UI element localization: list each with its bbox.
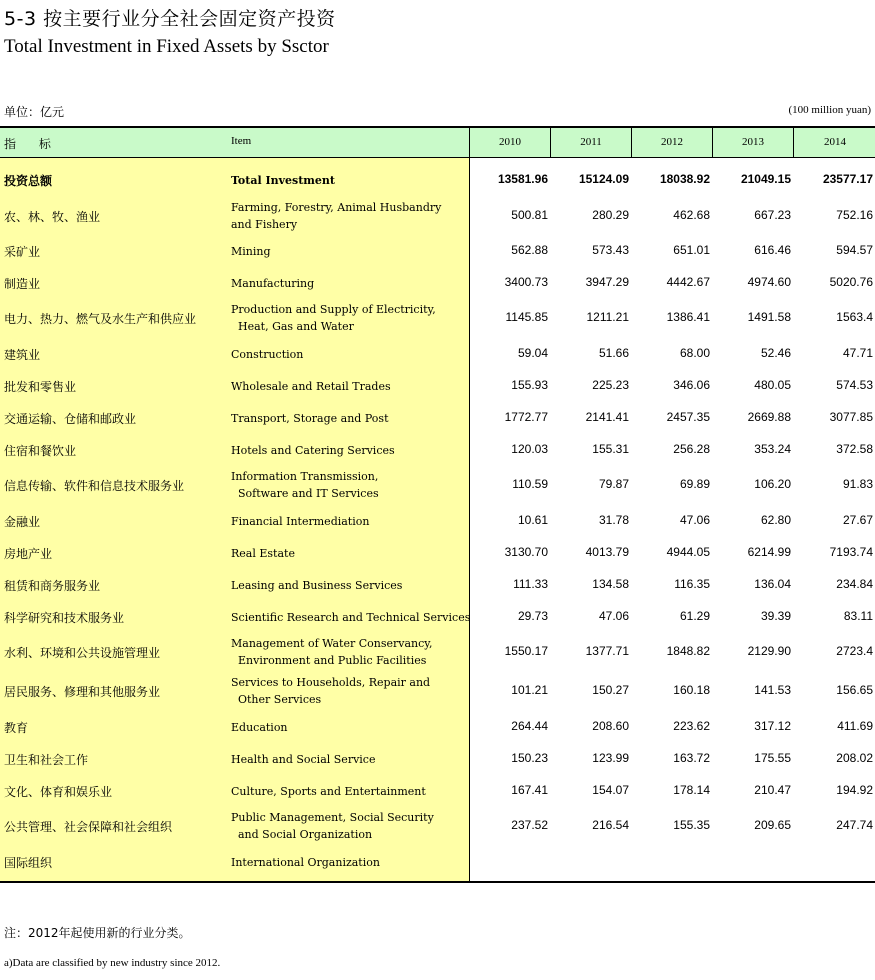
cell-2010: 1550.17 xyxy=(504,644,548,658)
cell-2011: 154.07 xyxy=(592,783,629,797)
cell-2011: 31.78 xyxy=(598,513,629,527)
row-label-en: Management of Water Conservancy, Environment and Public Facilities xyxy=(231,637,433,667)
cell-2014: 752.16 xyxy=(836,208,873,222)
row-label-en: Construction xyxy=(231,347,304,361)
row-label-en: Hotels and Catering Services xyxy=(231,443,395,457)
row-label-en: Farming, Forestry, Animal Husbandry and Fishery xyxy=(231,201,442,231)
cell-2010: 110.59 xyxy=(512,477,548,491)
cell-2010: 1772.77 xyxy=(504,410,548,424)
cell-2011: 15124.09 xyxy=(578,172,629,186)
row-label-cn: 住宿和餐饮业 xyxy=(4,444,77,458)
row-label-en: Total Investment xyxy=(231,173,336,187)
row-label-en: Real Estate xyxy=(231,546,295,560)
cell-2014: 2723.4 xyxy=(836,644,873,658)
cell-2011: 150.27 xyxy=(592,683,629,697)
cell-2013: 106.20 xyxy=(754,477,791,491)
cell-2012: 61.29 xyxy=(679,609,710,623)
row-label-cn: 金融业 xyxy=(4,515,41,529)
cell-2012: 178.14 xyxy=(673,783,710,797)
row-label-en: Wholesale and Retail Trades xyxy=(231,379,391,393)
row-label-en: International Organization xyxy=(231,855,380,869)
cell-2013: 209.65 xyxy=(754,818,791,832)
cell-2014: 156.65 xyxy=(836,683,873,697)
row-label-en: Production and Supply of Electricity, Heat, Gas and Water xyxy=(231,303,436,333)
cell-2012: 68.00 xyxy=(679,346,710,360)
row-label-cn: 房地产业 xyxy=(4,547,53,561)
cell-2010: 167.41 xyxy=(511,783,548,797)
cell-2010: 264.44 xyxy=(511,719,548,733)
cell-2013: 62.80 xyxy=(760,513,791,527)
row-label-en: Culture, Sports and Entertainment xyxy=(231,784,426,798)
unit-label-en: (100 million yuan) xyxy=(788,104,871,116)
cell-2010: 120.03 xyxy=(511,442,548,456)
cell-2012: 1386.41 xyxy=(666,310,710,324)
cell-2010: 29.73 xyxy=(517,609,548,623)
cell-2013: 141.53 xyxy=(754,683,791,697)
cell-2012: 1848.82 xyxy=(666,644,710,658)
header-year-2014: 2014 xyxy=(793,126,875,157)
cell-2013: 2669.88 xyxy=(747,410,791,424)
item-column-divider xyxy=(469,126,470,883)
investment-table xyxy=(0,126,875,883)
cell-2012: 69.89 xyxy=(679,477,710,491)
header-year-2013: 2013 xyxy=(712,126,793,157)
cell-2010: 155.93 xyxy=(511,378,548,392)
cell-2010: 101.21 xyxy=(511,683,548,697)
cell-2012: 4442.67 xyxy=(666,275,710,289)
row-label-cn: 批发和零售业 xyxy=(4,380,77,394)
cell-2011: 123.99 xyxy=(592,751,629,765)
header-item-cn: 指 标 xyxy=(4,137,51,151)
header-year-2011: 2011 xyxy=(550,126,631,157)
cell-2014: 5020.76 xyxy=(829,275,873,289)
cell-2011: 225.23 xyxy=(592,378,629,392)
row-label-cn: 采矿业 xyxy=(4,245,41,259)
cell-2010: 562.88 xyxy=(511,243,548,257)
row-label-en: Scientific Research and Technical Services xyxy=(231,610,471,624)
cell-2012: 2457.35 xyxy=(666,410,710,424)
cell-2013: 136.04 xyxy=(754,577,791,591)
row-label-cn: 投资总额 xyxy=(4,174,53,188)
row-label-en: Mining xyxy=(231,244,271,258)
cell-2013: 6214.99 xyxy=(747,545,791,559)
item-column-background xyxy=(0,126,469,883)
row-label-cn: 建筑业 xyxy=(4,348,41,362)
cell-2013: 39.39 xyxy=(760,609,791,623)
cell-2013: 353.24 xyxy=(754,442,791,456)
cell-2012: 18038.92 xyxy=(659,172,710,186)
cell-2013: 21049.15 xyxy=(740,172,791,186)
cell-2014: 411.69 xyxy=(837,719,873,733)
footnote-en: a)Data are classified by new industry since 2012. xyxy=(4,957,221,969)
row-label-cn: 科学研究和技术服务业 xyxy=(4,611,125,625)
cell-2011: 51.66 xyxy=(598,346,629,360)
header-item-en: Item xyxy=(231,135,252,147)
row-label-cn: 教育 xyxy=(4,721,29,735)
row-label-en: Health and Social Service xyxy=(231,752,376,766)
row-label-cn: 公共管理、社会保障和社会组织 xyxy=(4,820,173,834)
cell-2014: 27.67 xyxy=(842,513,873,527)
row-label-en: Leasing and Business Services xyxy=(231,578,403,592)
page-title-en: Total Investment in Fixed Assets by Ssctor xyxy=(4,36,329,57)
cell-2013: 317.12 xyxy=(754,719,791,733)
cell-2012: 47.06 xyxy=(679,513,710,527)
cell-2013: 616.46 xyxy=(754,243,791,257)
row-label-cn: 居民服务、修理和其他服务业 xyxy=(4,685,161,699)
cell-2011: 216.54 xyxy=(592,818,629,832)
row-label-en: Education xyxy=(231,720,288,734)
cell-2014: 574.53 xyxy=(836,378,873,392)
row-label-cn: 卫生和社会工作 xyxy=(4,753,89,767)
cell-2012: 346.06 xyxy=(673,378,710,392)
cell-2011: 47.06 xyxy=(598,609,629,623)
cell-2013: 2129.90 xyxy=(747,644,791,658)
cell-2014: 194.92 xyxy=(836,783,873,797)
cell-2012: 223.62 xyxy=(673,719,710,733)
cell-2011: 4013.79 xyxy=(585,545,629,559)
cell-2010: 1145.85 xyxy=(505,310,548,324)
cell-2014: 91.83 xyxy=(842,477,873,491)
cell-2012: 462.68 xyxy=(673,208,710,222)
cell-2013: 667.23 xyxy=(754,208,791,222)
cell-2011: 134.58 xyxy=(592,577,629,591)
cell-2011: 1211.21 xyxy=(586,310,629,324)
cell-2013: 4974.60 xyxy=(747,275,791,289)
cell-2014: 247.74 xyxy=(836,818,873,832)
cell-2014: 234.84 xyxy=(836,577,873,591)
row-label-cn: 制造业 xyxy=(4,277,41,291)
cell-2010: 13581.96 xyxy=(497,172,548,186)
cell-2010: 111.33 xyxy=(513,577,548,591)
row-label-cn: 水利、环境和公共设施管理业 xyxy=(4,646,161,660)
cell-2014: 372.58 xyxy=(836,442,873,456)
page-title-cn: 5-3 按主要行业分全社会固定资产投资 xyxy=(4,8,336,30)
cell-2010: 59.04 xyxy=(517,346,548,360)
row-label-en: Public Management, Social Security and Social Organization xyxy=(231,811,434,841)
cell-2012: 4944.05 xyxy=(666,545,710,559)
row-label-en: Transport, Storage and Post xyxy=(231,411,389,425)
cell-2014: 1563.4 xyxy=(836,310,873,324)
row-label-en: Manufacturing xyxy=(231,276,315,290)
cell-2013: 480.05 xyxy=(754,378,791,392)
cell-2010: 237.52 xyxy=(511,818,548,832)
row-label-cn: 租赁和商务服务业 xyxy=(4,579,101,593)
table-bottom-rule xyxy=(0,881,875,883)
cell-2010: 3130.70 xyxy=(504,545,548,559)
header-year-2010: 2010 xyxy=(469,126,550,157)
cell-2014: 23577.17 xyxy=(822,172,873,186)
row-label-cn: 农、林、牧、渔业 xyxy=(4,210,101,224)
cell-2013: 1491.58 xyxy=(747,310,791,324)
cell-2010: 500.81 xyxy=(511,208,548,222)
row-label-cn: 文化、体育和娱乐业 xyxy=(4,785,113,799)
cell-2014: 7193.74 xyxy=(829,545,873,559)
row-label-cn: 交通运输、仓储和邮政业 xyxy=(4,412,137,426)
cell-2014: 83.11 xyxy=(843,609,873,623)
cell-2014: 47.71 xyxy=(842,346,873,360)
cell-2012: 256.28 xyxy=(673,442,710,456)
table-top-rule xyxy=(0,126,875,128)
cell-2010: 3400.73 xyxy=(504,275,548,289)
row-label-en: Information Transmission, Software and IT Services xyxy=(231,470,379,500)
cell-2011: 3947.29 xyxy=(585,275,629,289)
cell-2011: 79.87 xyxy=(598,477,629,491)
cell-2011: 1377.71 xyxy=(585,644,629,658)
cell-2012: 155.35 xyxy=(673,818,710,832)
footnote-cn: 注：2012年起使用新的行业分类。 xyxy=(4,926,191,940)
cell-2014: 208.02 xyxy=(836,751,873,765)
cell-2014: 594.57 xyxy=(836,243,873,257)
header-bottom-rule xyxy=(0,157,875,158)
cell-2012: 163.72 xyxy=(673,751,710,765)
cell-2010: 150.23 xyxy=(511,751,548,765)
cell-2013: 210.47 xyxy=(754,783,791,797)
row-label-cn: 国际组织 xyxy=(4,856,53,870)
row-label-en: Financial Intermediation xyxy=(231,514,370,528)
cell-2011: 573.43 xyxy=(592,243,629,257)
cell-2010: 10.61 xyxy=(517,513,548,527)
cell-2011: 155.31 xyxy=(592,442,629,456)
cell-2011: 2141.41 xyxy=(585,410,629,424)
cell-2013: 175.55 xyxy=(754,751,791,765)
row-label-en: Services to Households, Repair and Other Services xyxy=(231,676,431,706)
cell-2013: 52.46 xyxy=(760,346,791,360)
row-label-cn: 信息传输、软件和信息技术服务业 xyxy=(4,479,185,493)
row-label-cn: 电力、热力、燃气及水生产和供应业 xyxy=(4,312,197,326)
cell-2012: 116.35 xyxy=(674,577,710,591)
unit-label-cn: 单位：亿元 xyxy=(4,105,65,119)
cell-2011: 208.60 xyxy=(592,719,629,733)
cell-2012: 651.01 xyxy=(673,243,710,257)
cell-2012: 160.18 xyxy=(673,683,710,697)
cell-2014: 3077.85 xyxy=(829,410,873,424)
cell-2011: 280.29 xyxy=(592,208,629,222)
header-year-2012: 2012 xyxy=(631,126,712,157)
